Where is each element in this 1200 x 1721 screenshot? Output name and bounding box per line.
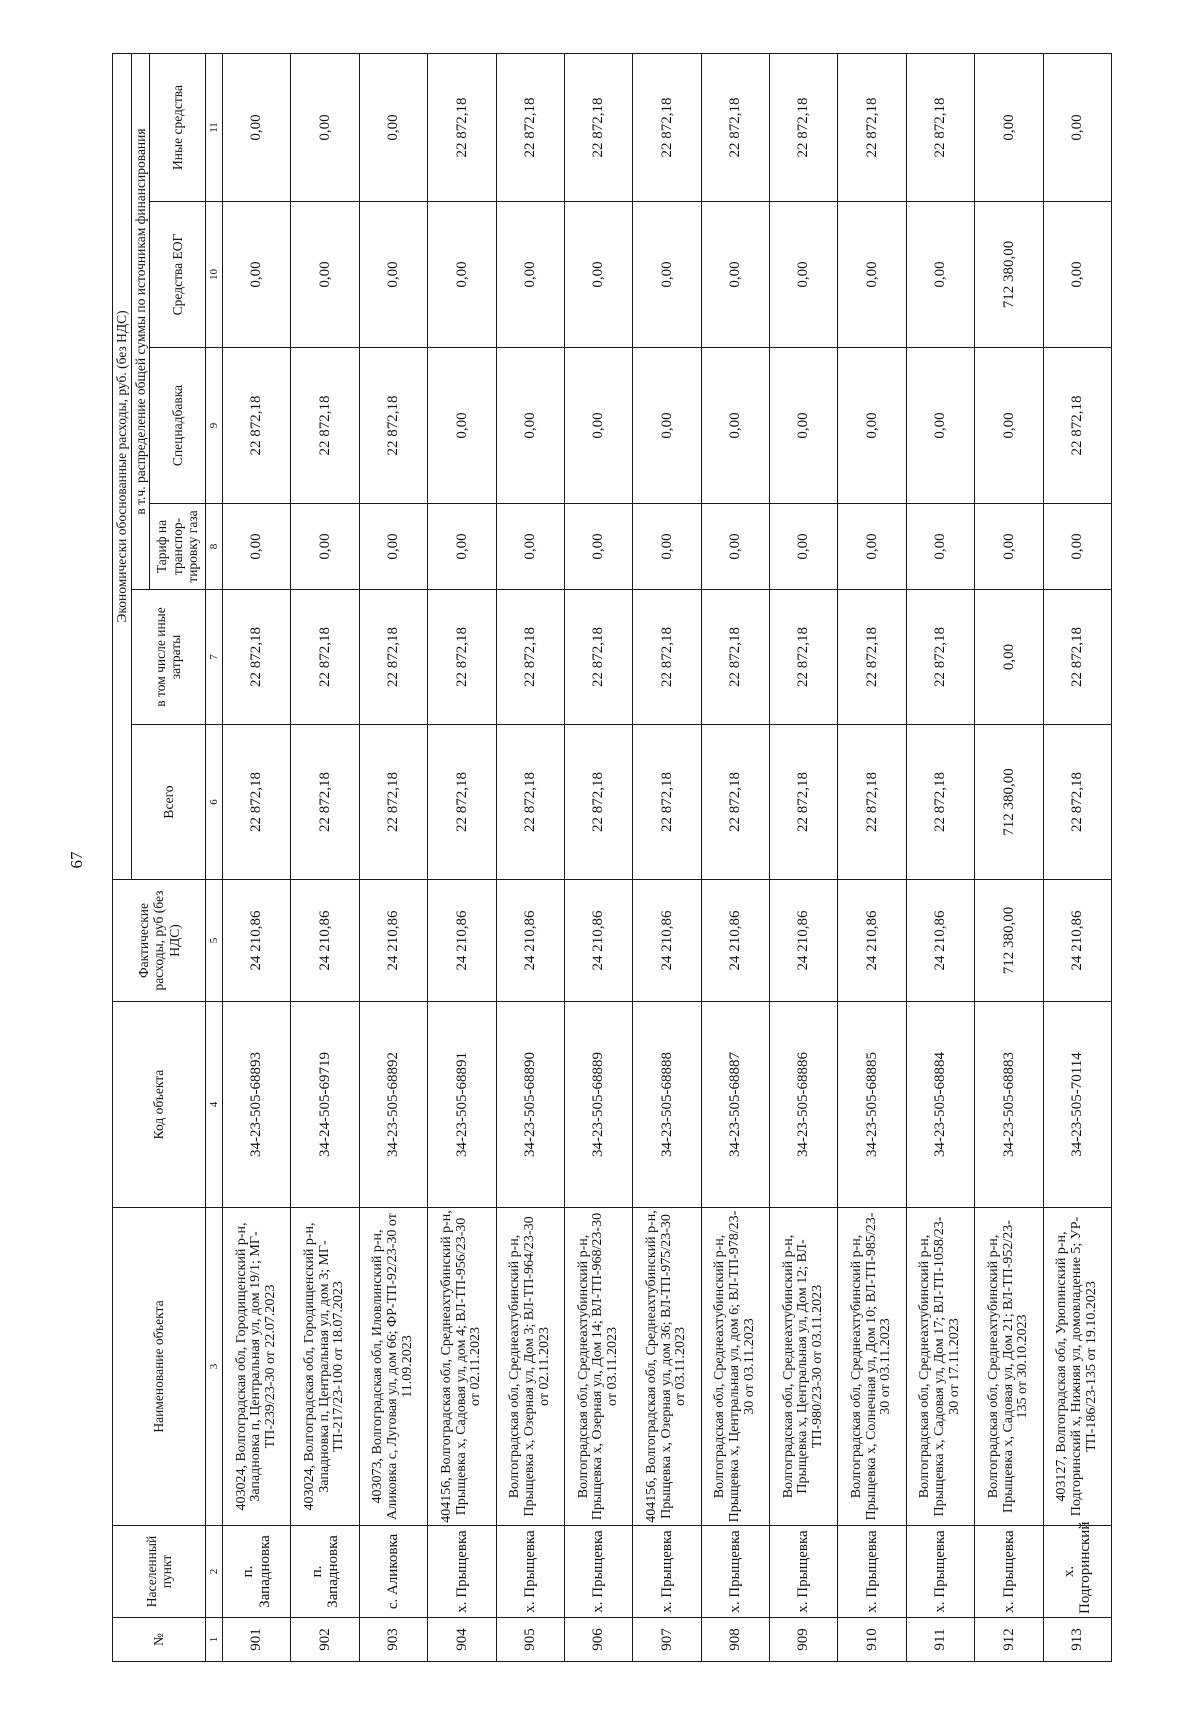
col-number: 5 — [206, 880, 223, 1002]
cell-name: Волгоградская обл, Среднеахтубинский р-н, Прыщевка х, Центральная ул, Дом 12; ВЛ-ТП-980/23-30 от 03.11.2023 — [770, 1208, 838, 1526]
cell-tariff: 0,00 — [838, 504, 906, 590]
col-number: 4 — [206, 1002, 223, 1208]
cell-actual: 24 210,86 — [1043, 880, 1111, 1002]
cell-num: 907 — [633, 1618, 701, 1662]
cell-total: 22 872,18 — [906, 725, 974, 880]
table-row — [496, 53, 564, 1661]
cell-code: 34-23-505-68888 — [633, 1002, 701, 1208]
cell-locality: х. Прыщевка — [564, 1526, 632, 1618]
cell-name: 403127, Волгоградская обл, Урюпинский р-н, Подгоринский х, Нижняя ул, домовладение 5; УР-ТП-186/23-135 от 19.10.2023 — [1043, 1208, 1111, 1526]
cell-code: 34-23-505-68886 — [770, 1002, 838, 1208]
cell-actual: 24 210,86 — [223, 880, 291, 1002]
cell-eog: 0,00 — [770, 202, 838, 348]
cell-other-funds: 22 872,18 — [564, 53, 632, 201]
cell-name: Волгоградская обл, Среднеахтубинский р-н, Прыщевка х, Садовая ул, Дом 17; ВЛ-ТП-1058/23-30 от 17.11.2023 — [906, 1208, 974, 1526]
cell-special: 22 872,18 — [291, 348, 359, 504]
cell-other-costs: 22 872,18 — [291, 590, 359, 725]
cell-total: 22 872,18 — [223, 725, 291, 880]
cell-other-funds: 22 872,18 — [770, 53, 838, 201]
cell-other-costs: 22 872,18 — [1043, 590, 1111, 725]
cell-tariff: 0,00 — [906, 504, 974, 590]
col-number: 8 — [206, 504, 223, 590]
cell-locality: х. Прыщевка — [975, 1526, 1043, 1618]
cell-actual: 24 210,86 — [633, 880, 701, 1002]
cell-locality: с. Аликовка — [359, 1526, 427, 1618]
cell-tariff: 0,00 — [770, 504, 838, 590]
cell-num: 903 — [359, 1618, 427, 1662]
cell-actual: 24 210,86 — [428, 880, 496, 1002]
header-other-costs: в том числе иные затраты — [131, 590, 206, 725]
cell-eog: 0,00 — [428, 202, 496, 348]
cell-actual: 24 210,86 — [291, 880, 359, 1002]
cell-num: 912 — [975, 1618, 1043, 1662]
cell-tariff: 0,00 — [223, 504, 291, 590]
cell-special: 0,00 — [975, 348, 1043, 504]
cell-special: 0,00 — [633, 348, 701, 504]
rotated-table-sheet — [112, 54, 1112, 1662]
cell-actual: 712 380,00 — [975, 880, 1043, 1002]
cell-special: 22 872,18 — [1043, 348, 1111, 504]
cell-total: 22 872,18 — [770, 725, 838, 880]
cell-special: 0,00 — [428, 348, 496, 504]
cell-eog: 0,00 — [359, 202, 427, 348]
cell-tariff: 0,00 — [428, 504, 496, 590]
col-number: 7 — [206, 590, 223, 725]
cell-total: 712 380,00 — [975, 725, 1043, 880]
cell-tariff: 0,00 — [359, 504, 427, 590]
cell-other-costs: 22 872,18 — [838, 590, 906, 725]
cell-eog: 0,00 — [291, 202, 359, 348]
cell-locality: х. Прыщевка — [428, 1526, 496, 1618]
cell-code: 34-23-505-68885 — [838, 1002, 906, 1208]
column-numbers-row — [206, 53, 223, 1661]
cell-other-funds: 0,00 — [359, 53, 427, 201]
cell-tariff: 0,00 — [564, 504, 632, 590]
cell-special: 0,00 — [906, 348, 974, 504]
header-name: Наименование объекта — [113, 1208, 206, 1526]
header-code: Код объекта — [113, 1002, 206, 1208]
costs-table — [112, 53, 1112, 1662]
cell-locality: п. Западновка — [223, 1526, 291, 1618]
cell-name: Волгоградская обл, Среднеахтубинский р-н, Прыщевка х, Садовая ул, Дом 21; ВЛ-ТП-952/23-135 от 30.10.2023 — [975, 1208, 1043, 1526]
cell-total: 22 872,18 — [633, 725, 701, 880]
cell-eog: 0,00 — [496, 202, 564, 348]
header-total: Всего — [131, 725, 206, 880]
table-header — [113, 53, 223, 1661]
cell-eog: 0,00 — [1043, 202, 1111, 348]
cell-other-funds: 22 872,18 — [428, 53, 496, 201]
cell-locality: х. Прыщевка — [906, 1526, 974, 1618]
cell-locality: х. Прыщевка — [633, 1526, 701, 1618]
cell-other-costs: 22 872,18 — [496, 590, 564, 725]
table-row — [701, 53, 769, 1661]
cell-actual: 24 210,86 — [496, 880, 564, 1002]
cell-name: Волгоградская обл, Среднеахтубинский р-н, Прыщевка х, Солнечная ул, Дом 10; ВЛ-ТП-985/23-30 от 03.11.2023 — [838, 1208, 906, 1526]
cell-code: 34-23-505-68893 — [223, 1002, 291, 1208]
cell-other-funds: 0,00 — [291, 53, 359, 201]
cell-actual: 24 210,86 — [359, 880, 427, 1002]
cell-other-costs: 22 872,18 — [564, 590, 632, 725]
cell-eog: 0,00 — [633, 202, 701, 348]
cell-tariff: 0,00 — [291, 504, 359, 590]
cell-num: 902 — [291, 1618, 359, 1662]
cell-name: 403073, Волгоградская обл, Иловлинский р-н, Аликовка с, Луговая ул, дом 66; ФР-ТП-92/23-30 от 11.09.2023 — [359, 1208, 427, 1526]
header-tariff: Тариф на транспор-тировку газа — [150, 504, 206, 590]
col-number: 10 — [206, 202, 223, 348]
header-num: № — [113, 1618, 206, 1662]
table-row — [223, 53, 291, 1661]
col-number: 1 — [206, 1618, 223, 1662]
cell-other-costs: 22 872,18 — [223, 590, 291, 725]
cell-tariff: 0,00 — [496, 504, 564, 590]
cell-locality: х. Прыщевка — [838, 1526, 906, 1618]
cell-num: 901 — [223, 1618, 291, 1662]
cell-num: 908 — [701, 1618, 769, 1662]
cell-total: 22 872,18 — [291, 725, 359, 880]
cell-other-funds: 0,00 — [223, 53, 291, 201]
cell-num: 911 — [906, 1618, 974, 1662]
cell-num: 909 — [770, 1618, 838, 1662]
cell-tariff: 0,00 — [633, 504, 701, 590]
cell-total: 22 872,18 — [428, 725, 496, 880]
cell-code: 34-23-505-68887 — [701, 1002, 769, 1208]
table-row — [838, 53, 906, 1661]
cell-code: 34-23-505-68890 — [496, 1002, 564, 1208]
cell-code: 34-23-505-68889 — [564, 1002, 632, 1208]
cell-eog: 712 380,00 — [975, 202, 1043, 348]
header-eog: Средства ЕОГ — [150, 202, 206, 348]
cell-actual: 24 210,86 — [701, 880, 769, 1002]
cell-actual: 24 210,86 — [564, 880, 632, 1002]
cell-locality: х. Подгоринский — [1043, 1526, 1111, 1618]
cell-code: 34-23-505-70114 — [1043, 1002, 1111, 1208]
cell-special: 22 872,18 — [359, 348, 427, 504]
cell-num: 905 — [496, 1618, 564, 1662]
cell-tariff: 0,00 — [975, 504, 1043, 590]
cell-locality: х. Прыщевка — [496, 1526, 564, 1618]
table-row — [770, 53, 838, 1661]
col-number: 6 — [206, 725, 223, 880]
cell-other-costs: 22 872,18 — [906, 590, 974, 725]
cell-eog: 0,00 — [223, 202, 291, 348]
cell-actual: 24 210,86 — [838, 880, 906, 1002]
cell-name: Волгоградская обл, Среднеахтубинский р-н, Прыщевка х, Озерная ул, Дом 14; ВЛ-ТП-968/23-30 от 03.11.2023 — [564, 1208, 632, 1526]
header-sources-group: в т.ч. распределение общей суммы по источникам финансирования — [131, 53, 150, 589]
cell-num: 904 — [428, 1618, 496, 1662]
table-row — [359, 53, 427, 1661]
table-row — [428, 53, 496, 1661]
col-number: 9 — [206, 348, 223, 504]
cell-code: 34-23-505-68892 — [359, 1002, 427, 1208]
col-number: 11 — [206, 53, 223, 201]
cell-other-funds: 22 872,18 — [701, 53, 769, 201]
cell-other-costs: 22 872,18 — [633, 590, 701, 725]
cell-num: 913 — [1043, 1618, 1111, 1662]
table-row — [975, 53, 1043, 1661]
cell-code: 34-24-505-69719 — [291, 1002, 359, 1208]
header-actual: Фактические расходы, руб (без НДС) — [113, 880, 206, 1002]
cell-other-funds: 22 872,18 — [496, 53, 564, 201]
cell-other-costs: 22 872,18 — [701, 590, 769, 725]
page-number: 67 — [67, 851, 86, 869]
cell-special: 0,00 — [564, 348, 632, 504]
cell-other-funds: 22 872,18 — [838, 53, 906, 201]
header-econ-group: Экономически обоснованные расходы, руб. (без НДС) — [113, 53, 132, 879]
cell-other-costs: 22 872,18 — [359, 590, 427, 725]
cell-total: 22 872,18 — [496, 725, 564, 880]
cell-num: 910 — [838, 1618, 906, 1662]
cell-tariff: 0,00 — [701, 504, 769, 590]
cell-locality: х. Прыщевка — [701, 1526, 769, 1618]
cell-special: 0,00 — [770, 348, 838, 504]
cell-special: 22 872,18 — [223, 348, 291, 504]
cell-total: 22 872,18 — [1043, 725, 1111, 880]
cell-name: 403024, Волгоградская обл, Городищенский р-н, Западновка п, Центральная ул, дом 3; МГ-ТП-217/23-100 от 18.07.2023 — [291, 1208, 359, 1526]
cell-other-funds: 22 872,18 — [633, 53, 701, 201]
cell-tariff: 0,00 — [1043, 504, 1111, 590]
cell-name: Волгоградская обл, Среднеахтубинский р-н, Прыщевка х, Озерная ул, Дом 3; ВЛ-ТП-964/23-30 от 02.11.2023 — [496, 1208, 564, 1526]
col-number: 2 — [206, 1526, 223, 1618]
table-row — [291, 53, 359, 1661]
cell-locality: п. Западновка — [291, 1526, 359, 1618]
header-special: Спецнадбавка — [150, 348, 206, 504]
header-other-funds: Иные средства — [150, 53, 206, 201]
cell-num: 906 — [564, 1618, 632, 1662]
table-row — [1043, 53, 1111, 1661]
table-row — [564, 53, 632, 1661]
cell-name: Волгоградская обл, Среднеахтубинский р-н, Прыщевка х, Центральная ул, дом 6; ВЛ-ТП-978/23-30 от 03.11.2023 — [701, 1208, 769, 1526]
cell-name: 403024, Волгоградская обл, Городищенский р-н, Западновка п, Центральная ул, дом 19/1; МГ-ТП-239/23-30 от 22.07.2023 — [223, 1208, 291, 1526]
cell-eog: 0,00 — [906, 202, 974, 348]
cell-eog: 0,00 — [701, 202, 769, 348]
cell-other-costs: 0,00 — [975, 590, 1043, 725]
cell-actual: 24 210,86 — [770, 880, 838, 1002]
cell-other-costs: 22 872,18 — [428, 590, 496, 725]
cell-code: 34-23-505-68883 — [975, 1002, 1043, 1208]
cell-name: 404156, Волгоградская обл, Среднеахтубинский р-н, Прыщевка х, Садовая ул, дом 4; ВЛ-ТП-956/23-30 от 02.11.2023 — [428, 1208, 496, 1526]
cell-actual: 24 210,86 — [906, 880, 974, 1002]
cell-total: 22 872,18 — [838, 725, 906, 880]
cell-code: 34-23-505-68891 — [428, 1002, 496, 1208]
header-locality: Населенный пункт — [113, 1526, 206, 1618]
cell-other-funds: 0,00 — [1043, 53, 1111, 201]
cell-name: 404156, Волгоградская обл, Среднеахтубинский р-н, Прыщевка х, Озерная ул, дом 36; ВЛ-ТП-975/23-30 от 03.11.2023 — [633, 1208, 701, 1526]
cell-eog: 0,00 — [564, 202, 632, 348]
table-body — [223, 53, 1112, 1661]
cell-special: 0,00 — [838, 348, 906, 504]
cell-eog: 0,00 — [838, 202, 906, 348]
cell-total: 22 872,18 — [564, 725, 632, 880]
cell-special: 0,00 — [701, 348, 769, 504]
cell-total: 22 872,18 — [701, 725, 769, 880]
col-number: 3 — [206, 1208, 223, 1526]
table-row — [906, 53, 974, 1661]
cell-special: 0,00 — [496, 348, 564, 504]
cell-locality: х. Прыщевка — [770, 1526, 838, 1618]
table-row — [633, 53, 701, 1661]
cell-other-costs: 22 872,18 — [770, 590, 838, 725]
cell-other-funds: 22 872,18 — [906, 53, 974, 201]
cell-code: 34-23-505-68884 — [906, 1002, 974, 1208]
cell-total: 22 872,18 — [359, 725, 427, 880]
cell-other-funds: 0,00 — [975, 53, 1043, 201]
